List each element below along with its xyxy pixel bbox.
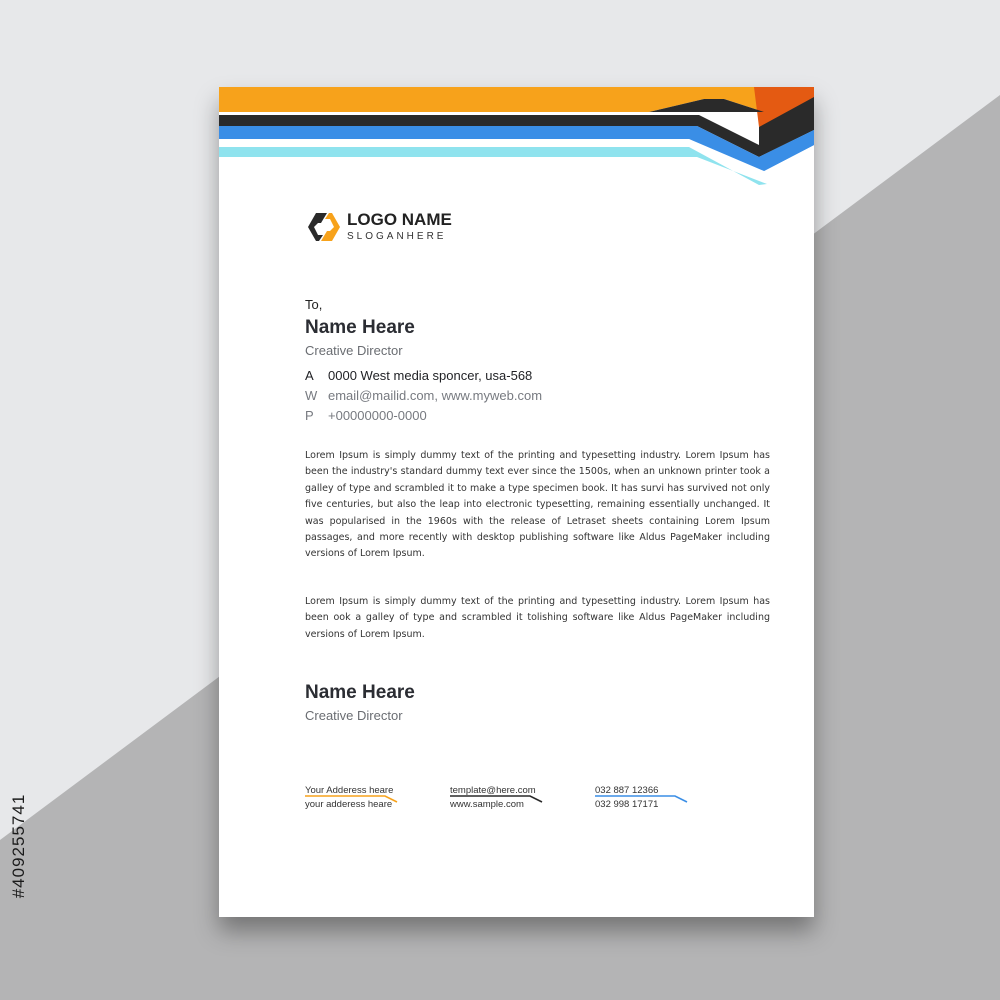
hexagon-link-logo-icon <box>305 209 343 245</box>
footer-line: Your Adderess heare <box>305 785 394 796</box>
contact-address <box>305 368 705 386</box>
contact-value: +00000000-0000 <box>328 408 427 423</box>
footer-line: www.sample.com <box>450 799 524 810</box>
body-paragraph: Lorem Ipsum is simply dummy text of the printing and typesetting industry. Lorem Ipsum has been the industry's standard dummy text ever since the 1500s, when an unknown printer took a galley of type and scrambled it to make a type specimen book. It has survi has survived not only five centuries, but also the leap into electronic typesetting, remaining essentially unchanged. It was popularised in the 1960s with the release of Letraset sheets containing Lorem Ipsum passages, and more recently with desktop publishing software like Aldus PageMaker including versions of Lorem Ipsum. <box>305 450 770 560</box>
letterhead-sheet <box>219 87 814 917</box>
contact-value: email@mailid.com, www.myweb.com <box>328 388 543 403</box>
footer-line: 032 887 12366 <box>595 785 659 796</box>
header-stripes <box>219 87 814 197</box>
footer-line: template@here.com <box>450 785 536 796</box>
footer-address <box>305 785 415 819</box>
logo-name: LOGO NAME <box>347 210 452 229</box>
contact-key: A <box>305 368 314 383</box>
logo <box>305 207 485 247</box>
recipient-title: Creative Director <box>305 343 403 358</box>
to-label: To, <box>305 297 323 312</box>
contact-key: P <box>305 408 314 423</box>
signature-title: Creative Director <box>305 708 403 723</box>
contact-key: W <box>305 388 318 403</box>
signature-name: Name Heare <box>305 682 415 703</box>
footer-line: your adderess heare <box>305 799 393 810</box>
body-paragraph: Lorem Ipsum is simply dummy text of the printing and typesetting industry. Lorem Ipsum has been ook a galley of type and scrambled it tolishing software like Aldus PageMaker including versions of Lorem Ipsum. <box>305 596 770 640</box>
contact-phone <box>305 408 705 426</box>
logo-slogan: SLOGANHERE <box>347 231 447 242</box>
recipient-name: Name Heare <box>305 317 415 338</box>
footer-web <box>450 785 560 819</box>
stock-id-vertical <box>4 766 34 926</box>
footer-line: 032 998 17171 <box>595 799 659 810</box>
contact-web <box>305 388 705 406</box>
footer-phone <box>595 785 705 819</box>
contact-value: 0000 West media sponcer, usa-568 <box>328 368 533 383</box>
stock-id-text: #409255741 <box>9 793 28 899</box>
